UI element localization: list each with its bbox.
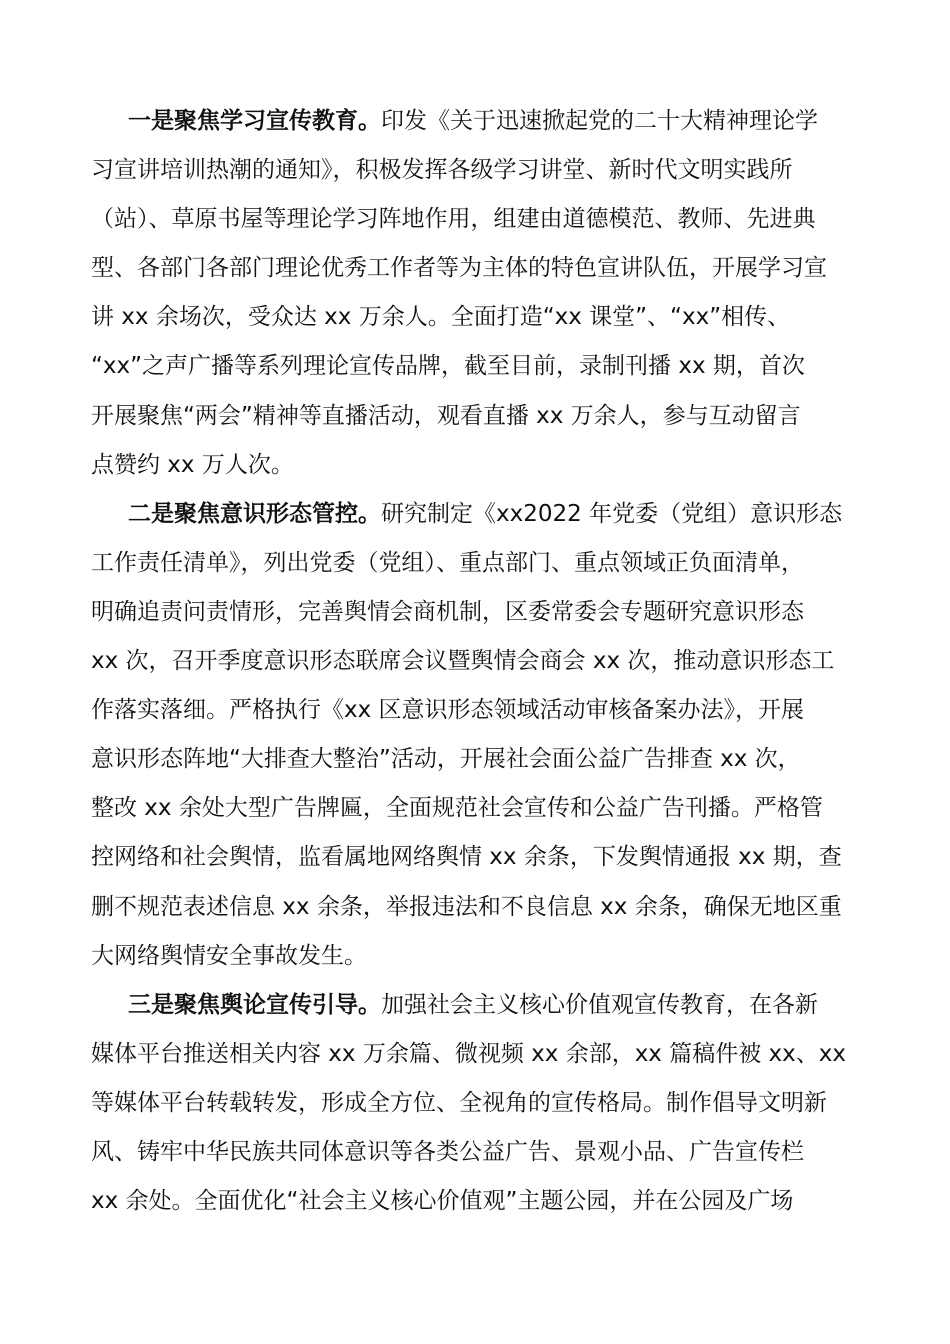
paragraph-line (91, 981, 858, 1030)
paragraph-line: 整改 xx 余处大型广告牌匾，全面规范社会宣传和公益广告刊播。严格管 (91, 795, 823, 822)
paragraph-line: 风、铸牢中华民族共同体意识等各类公益广告、景观小品、广告宣传栏 (91, 1138, 804, 1165)
paragraph-line: 明确追责问责情形，完善舆情会商机制，区委常委会专题研究意识形态 (91, 598, 804, 625)
paragraph-study-publicity (91, 97, 858, 490)
paragraph-line: 习宣讲培训热潮的通知》，积极发挥各级学习讲堂、新时代文明实践所 (91, 157, 793, 184)
paragraph-line: （站）、草原书屋等理论学习阵地作用，组建由道德模范、教师、先进典 (91, 206, 816, 233)
paragraph-line: 工作责任清单》，列出党委（党组）、重点部门、重点领域正负面清单， (91, 549, 804, 576)
paragraph-line: 控网络和社会舆情，监看属地网络舆情 xx 余条，下发舆情通报 xx 期，查 (91, 844, 842, 871)
paragraph-line: 作落实落细。严格执行《xx 区意识形态领域活动审核备案办法》，开展 (91, 697, 805, 724)
paragraph-line: “xx”之声广播等系列理论宣传品牌，截至目前，录制刊播 xx 期，首次 (91, 353, 805, 380)
paragraph-ideology-control (91, 490, 858, 981)
paragraph-line (91, 97, 858, 146)
paragraph-line (91, 490, 858, 539)
paragraph-line: 讲 xx 余场次，受众达 xx 万余人。全面打造“xx 课堂”、“xx”相传、 (91, 304, 791, 331)
paragraph-heading: 三是聚焦舆论宣传引导。 (128, 991, 381, 1018)
paragraph-line: 意识形态阵地“大排查大整治”活动，开展社会面公益广告排查 xx 次， (91, 746, 801, 773)
paragraph-line: 大网络舆情安全事故发生。 (91, 942, 367, 969)
line-text: 加强社会主义核心价值观宣传教育，在各新 (381, 991, 818, 1018)
line-text: 印发《关于迅速掀起党的二十大精神理论学 (381, 108, 818, 134)
paragraph-line: 型、各部门各部门理论优秀工作者等为主体的特色宣讲队伍，开展学习宣 (91, 255, 827, 282)
paragraph-heading: 二是聚焦意识形态管控。 (128, 500, 381, 527)
paragraph-line: 等媒体平台转载转发，形成全方位、全视角的宣传格局。制作倡导文明新 (91, 1089, 827, 1116)
paragraph-line: xx 次，召开季度意识形态联席会议暨舆情会商会 xx 次，推动意识形态工 (91, 648, 835, 675)
paragraph-line: 媒体平台推送相关内容 xx 万余篇、微视频 xx 余部，xx 篇稿件被 xx、xx (91, 1040, 846, 1067)
line-text: 研究制定《xx2022 年党委（党组）意识形态 (381, 500, 843, 527)
paragraph-heading: 一是聚焦学习宣传教育。 (128, 108, 381, 134)
paragraph-line: xx 余处。全面优化“社会主义核心价值观”主题公园，并在公园及广场 (91, 1188, 794, 1215)
paragraph-line: 点赞约 xx 万人次。 (91, 451, 294, 478)
paragraph-public-opinion (91, 981, 858, 1226)
paragraph-line: 开展聚焦“两会”精神等直播活动，观看直播 xx 万余人，参与互动留言 (91, 402, 801, 429)
paragraph-line: 删不规范表述信息 xx 余条，举报违法和不良信息 xx 余条，确保无地区重 (91, 893, 842, 920)
